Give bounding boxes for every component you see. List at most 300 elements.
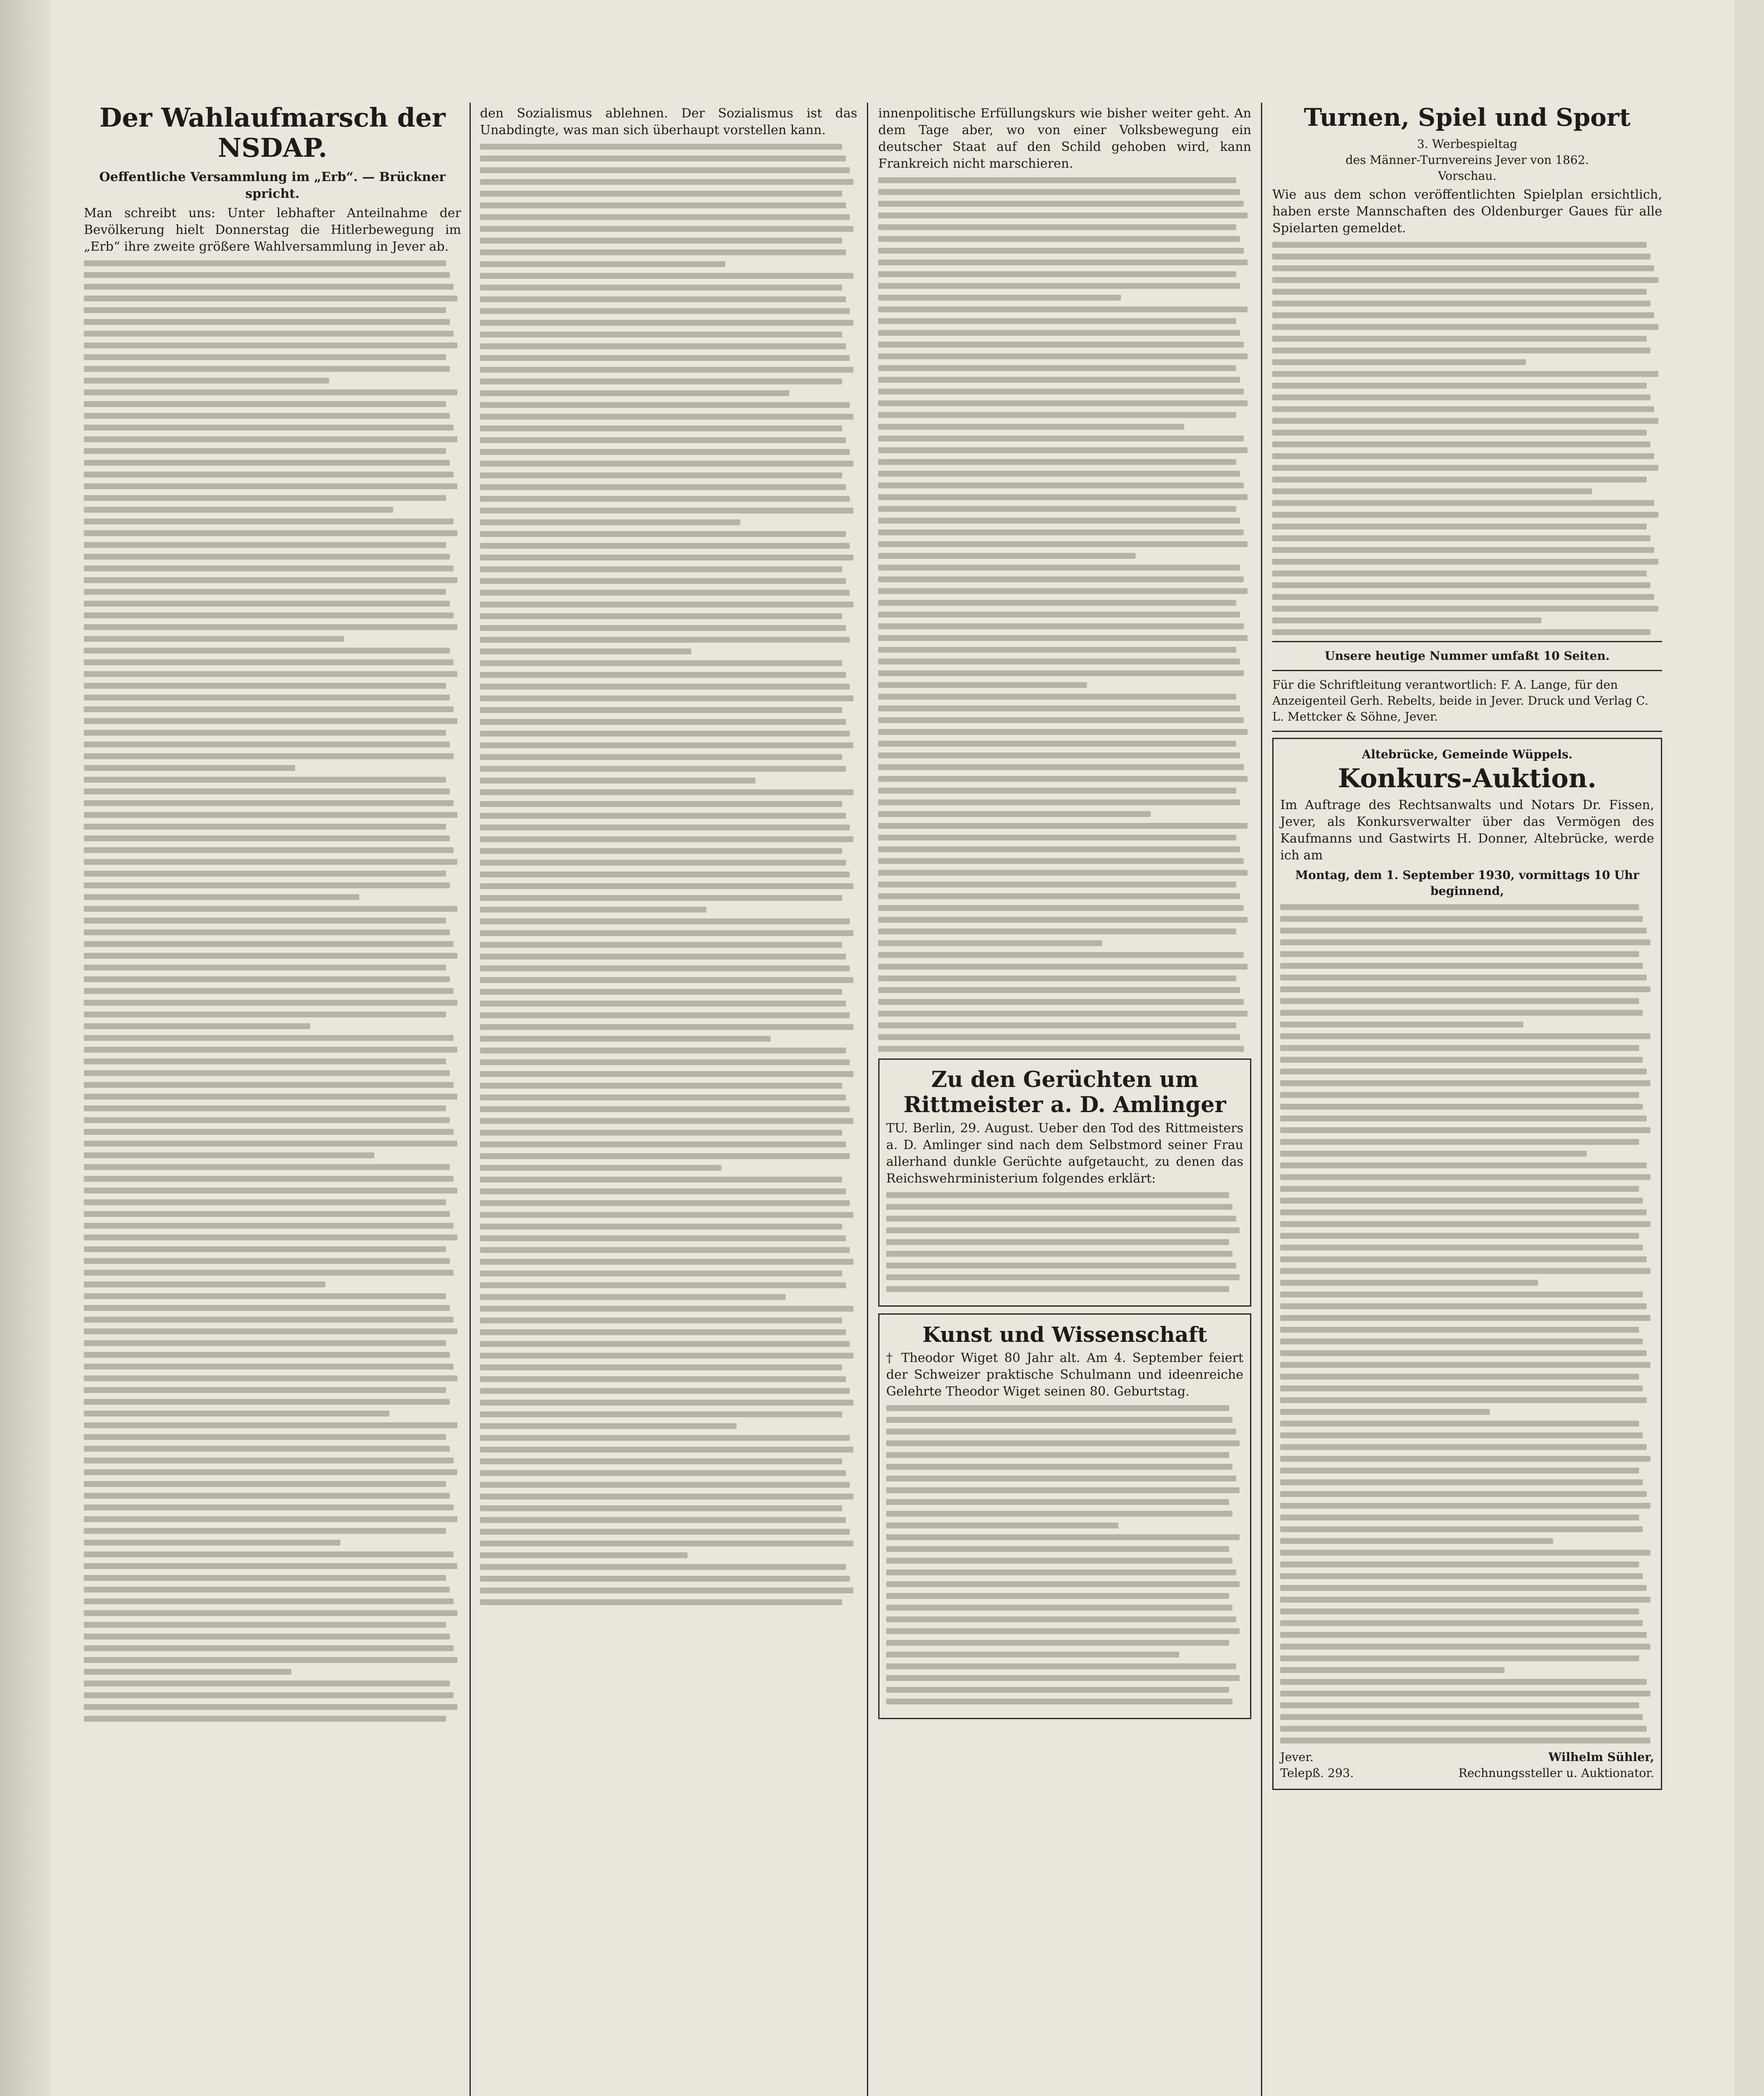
text-line	[480, 1564, 846, 1570]
text-line	[1272, 277, 1658, 283]
ad-date: Montag, dem 1. September 1930, vormittags 10 Uhr beginnend,	[1295, 868, 1639, 898]
text-line	[480, 1388, 850, 1394]
text-line	[886, 1605, 1232, 1611]
text-line	[1280, 1327, 1639, 1333]
text-line	[1280, 1374, 1639, 1380]
text-line	[878, 436, 1244, 441]
text-line	[1280, 1550, 1650, 1556]
text-line	[84, 1129, 454, 1135]
text-line	[84, 296, 457, 301]
text-line	[886, 1286, 1229, 1292]
text-line	[480, 1294, 786, 1300]
text-line	[1280, 1726, 1647, 1732]
text-line	[878, 576, 1244, 582]
text-line	[878, 412, 1236, 418]
text-line	[480, 1447, 853, 1453]
text-line	[1280, 1655, 1639, 1661]
text-line	[878, 1034, 1240, 1040]
text-line	[878, 975, 1236, 981]
text-line	[84, 354, 446, 360]
text-line	[480, 719, 846, 725]
text-line	[1272, 500, 1654, 506]
text-line	[1272, 301, 1650, 306]
text-line	[1272, 242, 1647, 248]
text-line	[84, 1505, 454, 1510]
text-line	[480, 613, 842, 619]
text-line	[878, 565, 1240, 571]
text-line	[480, 1036, 770, 1042]
text-line	[886, 1429, 1236, 1435]
text-line	[84, 1446, 450, 1452]
text-line	[480, 402, 850, 408]
text-line	[878, 811, 1151, 817]
text-line	[1280, 1350, 1647, 1356]
text-line	[878, 471, 1240, 477]
text-line	[878, 177, 1236, 183]
text-line	[878, 612, 1240, 617]
text-line	[480, 484, 846, 490]
text-line	[84, 542, 446, 548]
science-section	[878, 1313, 1251, 1719]
text-line	[84, 472, 454, 477]
text-line	[84, 483, 457, 489]
text-line	[480, 1177, 842, 1183]
text-line	[878, 858, 1244, 864]
text-line	[84, 706, 454, 712]
text-line	[480, 1001, 846, 1006]
pages-note: Unsere heutige Nummer umfaßt 10 Seiten.	[1325, 649, 1610, 663]
text-line	[886, 1581, 1240, 1587]
text-line	[1280, 1233, 1639, 1239]
text-line	[480, 566, 842, 572]
text-line	[84, 1152, 374, 1158]
text-line	[1272, 571, 1647, 576]
text-line	[84, 882, 450, 888]
text-line	[886, 1534, 1240, 1540]
column-rule-2	[867, 103, 868, 2096]
text-line	[84, 1035, 454, 1041]
text-line	[1280, 928, 1647, 934]
text-line	[886, 1274, 1240, 1280]
text-line	[1272, 441, 1650, 447]
text-line	[84, 1634, 450, 1639]
text-line	[480, 144, 842, 150]
text-line	[480, 731, 850, 737]
sport-subheading-3: Vorschau.	[1438, 169, 1497, 183]
text-line	[84, 648, 450, 654]
text-line	[480, 1458, 842, 1464]
text-line	[480, 437, 846, 443]
responsible-editors: Für die Schriftleitung verantwortlich: F. A. Lange, für den Anzeigenteil Gerh. Rebelts, beide in Jever. Druck und Verlag C. L. Mettcker & Söhne, Jever.	[1272, 678, 1649, 724]
text-line	[480, 1059, 850, 1065]
text-line	[480, 179, 853, 185]
text-line	[886, 1593, 1229, 1599]
text-line	[480, 1435, 850, 1441]
text-line	[878, 518, 1240, 524]
text-line	[1280, 1104, 1643, 1110]
text-line	[1280, 1162, 1647, 1168]
text-line	[1272, 383, 1647, 389]
text-line	[84, 695, 450, 700]
text-line	[480, 1423, 737, 1429]
text-line	[84, 1704, 457, 1710]
text-line	[878, 776, 1248, 782]
text-line	[878, 447, 1248, 453]
text-line	[878, 882, 1236, 887]
text-line	[480, 578, 846, 584]
text-line	[1280, 1562, 1639, 1567]
text-line	[1280, 1620, 1643, 1626]
text-line	[1280, 1115, 1647, 1121]
text-line	[480, 977, 853, 983]
text-line	[1280, 1303, 1647, 1309]
text-line	[878, 482, 1244, 488]
text-line	[480, 167, 850, 173]
text-line	[480, 472, 842, 478]
column-4	[1272, 103, 1662, 2096]
text-line	[84, 319, 450, 325]
sport-body-lines	[1272, 242, 1662, 635]
text-line	[84, 1587, 450, 1593]
text-line	[878, 987, 1240, 993]
text-line	[480, 1271, 842, 1276]
text-line	[84, 1235, 457, 1240]
text-line	[84, 1622, 446, 1628]
text-line	[480, 778, 755, 783]
column-2	[480, 103, 857, 2096]
text-line	[886, 1440, 1240, 1446]
text-line	[1272, 617, 1541, 623]
text-line	[84, 812, 457, 818]
text-line	[480, 1165, 721, 1171]
text-line	[84, 448, 446, 454]
text-line	[1280, 904, 1639, 910]
text-line	[480, 249, 846, 255]
text-line	[480, 942, 842, 948]
text-line	[84, 342, 457, 348]
text-line	[1280, 1468, 1639, 1473]
text-line	[480, 320, 853, 326]
text-line	[480, 672, 846, 678]
text-line	[84, 1540, 340, 1546]
text-line	[84, 601, 450, 607]
rumor-article	[878, 1058, 1251, 1307]
text-line	[1280, 1667, 1505, 1673]
ad-footer-right	[1458, 1749, 1654, 1781]
text-line	[1272, 477, 1647, 482]
sport-subheading-2: des Männer-Turnvereins Jever von 1862.	[1345, 153, 1589, 167]
text-line	[84, 906, 457, 912]
text-line	[84, 389, 457, 395]
text-line	[1272, 348, 1650, 353]
text-line	[84, 401, 446, 407]
ad-footer	[1280, 1749, 1654, 1781]
text-line	[84, 765, 295, 771]
text-line	[886, 1652, 1179, 1658]
text-line	[878, 1022, 1236, 1028]
text-line	[84, 976, 450, 982]
text-line	[1280, 1315, 1650, 1321]
science-title: Kunst und Wissenschaft	[922, 1322, 1207, 1347]
text-line	[1272, 324, 1658, 330]
text-line	[878, 236, 1240, 242]
text-line	[886, 1687, 1229, 1693]
text-line	[480, 202, 846, 208]
rumor-title: Zu den Gerüchten um Rittmeister a. D. Amlinger	[903, 1067, 1226, 1118]
text-line	[84, 1563, 457, 1569]
text-line	[886, 1204, 1232, 1210]
text-line	[84, 1293, 446, 1299]
text-line	[1280, 1186, 1639, 1192]
text-line	[1272, 512, 1658, 518]
text-line	[1272, 629, 1650, 635]
ad-footer-name: Wilhelm Sühler,	[1548, 1750, 1654, 1764]
text-line	[480, 214, 850, 220]
text-line	[84, 1317, 454, 1323]
text-line	[886, 1546, 1229, 1552]
text-line	[84, 965, 446, 970]
text-line	[84, 1645, 454, 1651]
text-line	[878, 870, 1248, 876]
text-line	[480, 742, 853, 748]
text-line	[878, 929, 1236, 934]
text-line	[84, 413, 450, 419]
text-line	[878, 342, 1244, 348]
text-line	[886, 1663, 1236, 1669]
text-line	[480, 1517, 846, 1523]
text-line	[878, 600, 1236, 606]
text-line	[84, 1141, 457, 1147]
text-line	[480, 285, 842, 291]
text-line	[1280, 1268, 1650, 1274]
scan-left-edge	[0, 0, 50, 2096]
text-line	[480, 461, 853, 467]
text-line	[480, 555, 853, 560]
text-line	[84, 871, 446, 877]
text-line	[480, 261, 725, 267]
text-line	[84, 307, 446, 313]
text-line	[1280, 1057, 1643, 1063]
text-line	[480, 449, 850, 455]
article-subtitle: Oeffentliche Versammlung im „Erb“. — Brückner spricht.	[99, 170, 446, 201]
text-line	[1280, 1632, 1647, 1638]
text-line	[480, 813, 846, 819]
text-line	[480, 590, 850, 596]
text-line	[878, 799, 1240, 805]
text-line	[84, 1458, 454, 1463]
text-line	[480, 602, 853, 607]
text-line	[886, 1417, 1232, 1423]
text-line	[480, 1329, 846, 1335]
text-line	[1280, 1702, 1639, 1708]
text-line	[878, 952, 1244, 958]
text-line	[84, 730, 446, 736]
text-line	[1280, 1045, 1639, 1051]
text-line	[878, 764, 1244, 770]
text-line	[84, 284, 454, 290]
text-line	[1272, 336, 1647, 342]
text-line	[878, 999, 1244, 1005]
text-line	[480, 1541, 853, 1546]
text-line	[84, 824, 446, 830]
rumor-body-lines	[886, 1192, 1243, 1292]
text-line	[84, 1692, 454, 1698]
text-line	[84, 1094, 457, 1100]
text-line	[1272, 371, 1658, 377]
text-line	[480, 531, 846, 537]
text-line	[480, 625, 846, 631]
text-line	[480, 1188, 846, 1194]
text-line	[84, 1716, 446, 1722]
text-line	[1280, 1245, 1643, 1250]
column-3	[878, 103, 1251, 2096]
text-line	[878, 1011, 1248, 1017]
text-line	[886, 1616, 1236, 1622]
text-line	[480, 1353, 853, 1359]
scan-right-edge	[1735, 0, 1764, 2096]
text-line	[84, 1023, 310, 1029]
text-line	[886, 1511, 1232, 1517]
text-line	[480, 1118, 853, 1124]
ad-footer-town: Jever.	[1280, 1750, 1314, 1764]
text-line	[480, 508, 853, 514]
text-line	[480, 379, 842, 384]
text-line	[1280, 1479, 1643, 1485]
text-line	[480, 1318, 842, 1323]
text-line	[878, 647, 1236, 653]
text-line	[480, 1588, 853, 1593]
text-line	[1280, 1221, 1650, 1227]
text-line	[1280, 1644, 1650, 1650]
text-line	[886, 1640, 1229, 1646]
text-line	[878, 741, 1236, 747]
text-line	[84, 847, 454, 853]
text-line	[878, 259, 1248, 265]
text-line	[886, 1699, 1232, 1704]
text-line	[1280, 1679, 1647, 1685]
article-continuation: den Sozialismus ablehnen. Der Sozialismus ist das Unabdingte, was man sich überhaupt vorstellen kann.	[480, 106, 857, 137]
text-line	[84, 800, 454, 806]
text-line	[1272, 418, 1658, 424]
text-line	[84, 612, 454, 618]
text-line	[480, 226, 853, 232]
text-line	[84, 953, 457, 959]
text-line	[878, 717, 1244, 723]
text-line	[84, 1211, 450, 1217]
text-line	[878, 541, 1248, 547]
divider	[1272, 731, 1662, 732]
text-line	[84, 436, 457, 442]
ad-item-lines	[1280, 904, 1654, 1743]
text-line	[84, 519, 454, 524]
text-line	[878, 659, 1240, 664]
text-line	[480, 965, 850, 971]
text-line	[1280, 1033, 1650, 1039]
text-line	[84, 789, 450, 794]
text-line	[84, 272, 450, 278]
text-line	[878, 213, 1248, 218]
text-line	[1280, 1339, 1643, 1344]
text-line	[84, 1469, 457, 1475]
text-line	[480, 989, 842, 995]
text-line	[1280, 1597, 1650, 1603]
text-line	[480, 789, 853, 795]
text-line	[84, 1258, 450, 1264]
text-line	[878, 529, 1244, 535]
text-line	[1280, 1421, 1639, 1427]
text-line	[878, 306, 1248, 312]
text-line	[84, 577, 457, 583]
text-line	[480, 1494, 853, 1499]
text-line	[886, 1405, 1229, 1411]
text-line	[84, 671, 457, 677]
text-line	[878, 964, 1248, 970]
text-line	[84, 1176, 454, 1182]
text-line	[480, 1576, 850, 1582]
sport-subheading-1: 3. Werbespieltag	[1417, 137, 1518, 151]
text-line	[84, 941, 454, 947]
text-line	[480, 355, 850, 361]
text-line	[480, 954, 846, 960]
text-line	[1280, 939, 1650, 945]
text-line	[1280, 1010, 1643, 1016]
text-line	[480, 367, 853, 373]
text-line	[1280, 1714, 1643, 1720]
text-line	[878, 588, 1248, 594]
text-line	[878, 940, 1102, 946]
text-line	[878, 706, 1240, 711]
text-line	[878, 189, 1240, 195]
text-line	[84, 988, 454, 994]
text-line	[886, 1476, 1236, 1481]
text-line	[84, 1399, 450, 1405]
text-line	[84, 260, 446, 266]
text-line	[878, 623, 1244, 629]
text-line	[480, 695, 853, 701]
text-line	[1272, 394, 1650, 400]
text-line	[1280, 998, 1639, 1004]
text-line	[1280, 1139, 1639, 1145]
text-line	[878, 353, 1248, 359]
ad-title: Konkurs-Auktion.	[1338, 763, 1597, 794]
text-line	[84, 1422, 457, 1428]
text-line	[878, 389, 1244, 394]
text-line	[1280, 1092, 1639, 1098]
text-line	[480, 883, 853, 889]
text-line	[84, 566, 454, 571]
text-line	[480, 496, 850, 502]
text-line	[84, 1681, 450, 1686]
text-line	[480, 1306, 853, 1312]
text-line	[480, 872, 850, 877]
text-line	[1280, 1526, 1643, 1532]
text-line	[878, 1046, 1244, 1052]
ad-footer-phone: Telepß. 293.	[1280, 1766, 1354, 1780]
text-line	[84, 894, 359, 900]
text-line	[878, 400, 1248, 406]
text-line	[480, 1400, 853, 1406]
text-line	[480, 895, 842, 901]
text-line	[878, 752, 1240, 758]
text-line	[480, 191, 842, 197]
text-line	[84, 753, 454, 759]
text-line	[878, 377, 1240, 383]
text-line	[480, 766, 846, 772]
text-line	[84, 1411, 389, 1416]
text-line	[480, 343, 846, 349]
text-line	[878, 682, 1087, 688]
text-line	[886, 1464, 1232, 1470]
